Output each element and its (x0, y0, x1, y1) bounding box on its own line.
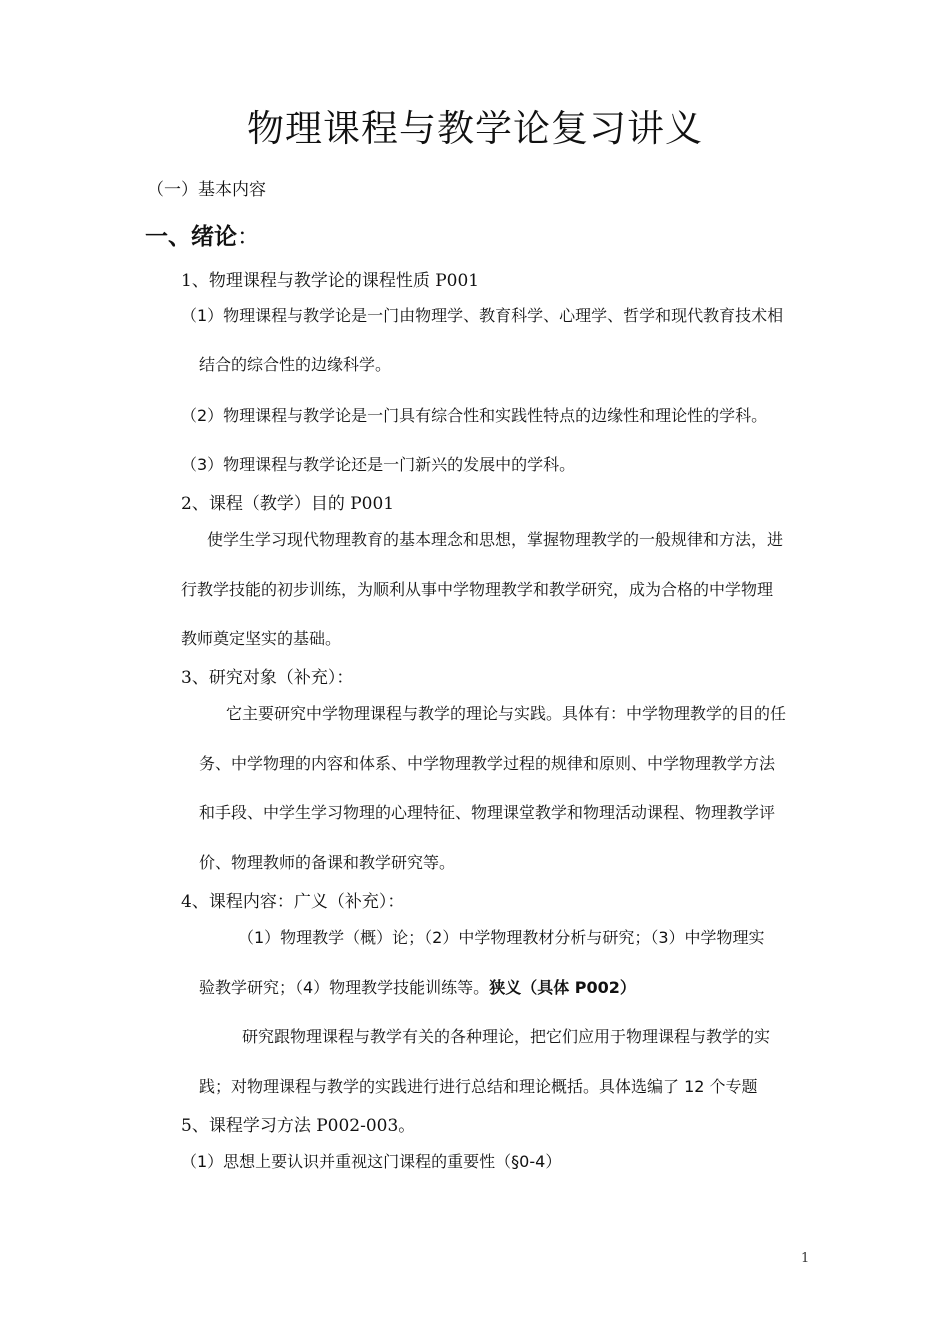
paragraph-goal-b: 行教学技能的初步训练，为顺利从事中学物理教学和教学研究，成为合格的中学物理 (181, 580, 774, 599)
chapter-title: 一、绪论 (145, 224, 237, 250)
document-title: 物理课程与教学论复习讲义 (247, 107, 703, 150)
paragraph-nature-1b: 结合的综合性的边缘科学。 (199, 355, 392, 374)
paragraph-nature-1a: （1）物理课程与教学论是一门由物理学、教育科学、心理学、哲学和现代教育技术相 (181, 306, 784, 325)
page-number: 1 (801, 1251, 810, 1266)
paragraph-content-d: 践；对物理课程与教学的实践进行进行总结和理论概括。具体选编了 12 个专题 (199, 1077, 758, 1096)
paragraph-nature-2: （2）物理课程与教学论是一门具有综合性和实践性特点的边缘性和理论性的学科。 (181, 406, 768, 425)
paragraph-method-1: （1）思想上要认识并重视这门课程的重要性（§0-4） (181, 1152, 562, 1171)
content-narrow-label: 狭义（具体 P002） (489, 978, 636, 997)
paragraph-nature-3: （3）物理课程与教学论还是一门新兴的发展中的学科。 (181, 455, 576, 474)
paragraph-content-c: 研究跟物理课程与教学有关的各种理论，把它们应用于物理课程与教学的实 (242, 1027, 771, 1046)
paragraph-goal-a: 使学生学习现代物理教育的基本理念和思想，掌握物理教学的一般规律和方法，进 (207, 530, 784, 549)
paragraph-research-b: 务、中学物理的内容和体系、中学物理教学过程的规律和原则、中学物理教学方法 (199, 754, 776, 773)
content-broad-text: 验教学研究；（4）物理教学技能训练等。 (199, 978, 490, 997)
heading-research-object: 3、研究对象（补充）： (181, 668, 354, 688)
chapter-heading (145, 218, 260, 251)
heading-course-content: 4、课程内容：广义（补充）： (181, 892, 405, 912)
heading-learning-method: 5、课程学习方法 P002-003。 (181, 1116, 416, 1136)
chapter-colon: ： (237, 224, 260, 250)
paragraph-research-d: 价、物理教师的备课和教学研究等。 (199, 853, 456, 872)
paragraph-research-a: 它主要研究中学物理课程与教学的理论与实践。具体有：中学物理教学的目的任 (226, 704, 787, 723)
paragraph-content-b (199, 975, 636, 998)
paragraph-research-c: 和手段、中学生学习物理的心理特征、物理课堂教学和物理活动课程、物理教学评 (199, 803, 776, 822)
heading-course-nature: 1、物理课程与教学论的课程性质 P001 (181, 271, 480, 291)
section-label: （一）基本内容 (147, 180, 266, 200)
paragraph-goal-c: 教师奠定坚实的基础。 (181, 629, 342, 648)
heading-course-goal: 2、课程（教学）目的 P001 (181, 494, 395, 514)
paragraph-content-a: （1）物理教学（概）论；（2）中学物理教材分析与研究；（3）中学物理实 (238, 928, 765, 947)
